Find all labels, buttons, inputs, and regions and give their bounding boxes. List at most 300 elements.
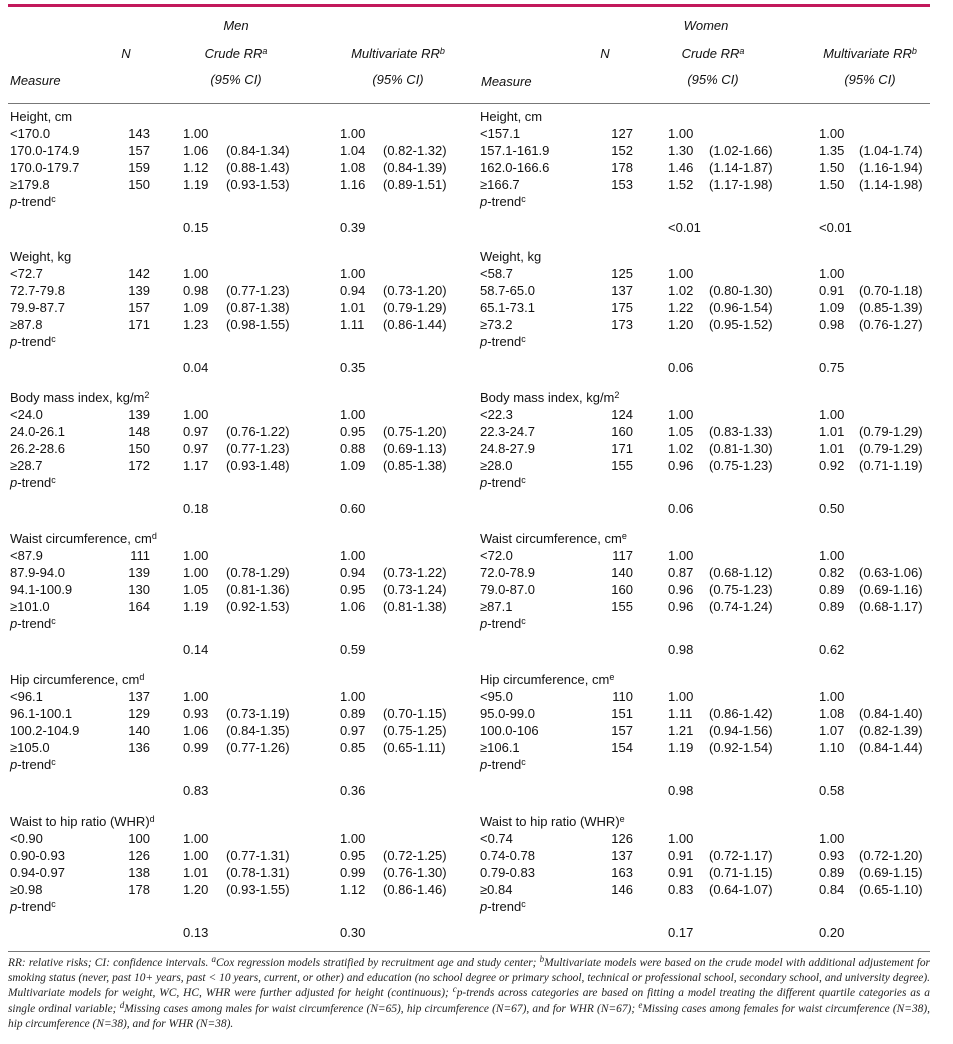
p-trend-p: p	[10, 334, 18, 349]
w-cat-cell: <95.0	[480, 689, 513, 704]
men-measure-title-text: Body mass index, kg/m	[10, 390, 145, 405]
w-mrr-cell: 0.98	[819, 317, 845, 332]
p-trend-sup: c	[51, 898, 56, 909]
p-value-row	[8, 641, 930, 658]
m-mci-cell: (0.82-1.32)	[383, 143, 447, 158]
m-mrr-cell: 1.04	[340, 143, 366, 158]
m-cat-cell: ≥179.8	[10, 177, 50, 192]
p-trend-p: p	[10, 616, 18, 631]
men-multivariate-p-value: 0.59	[340, 642, 366, 657]
men-crude-p-value: 0.83	[183, 783, 209, 798]
m-cci-cell: (0.78-1.29)	[226, 565, 290, 580]
women-measure-title	[480, 813, 625, 830]
women-multivariate-ci-header: (95% CI)	[844, 72, 896, 87]
w-mci-cell: (0.69-1.16)	[859, 582, 923, 597]
men-n-header: N	[121, 46, 131, 61]
m-cci-cell: (0.93-1.53)	[226, 177, 290, 192]
m-crr-cell: 1.19	[183, 177, 209, 192]
women-measure-title	[480, 108, 542, 125]
men-measure-title-text: Weight, kg	[10, 249, 72, 264]
w-n-cell: 124	[611, 407, 633, 422]
w-n-cell: 154	[611, 740, 633, 755]
m-mrr-cell: 1.00	[340, 407, 366, 422]
women-p-trend-label	[480, 756, 526, 773]
w-crr-cell: 1.21	[668, 723, 694, 738]
women-measure-title-sup: e	[609, 671, 615, 682]
m-cci-cell: (0.84-1.34)	[226, 143, 290, 158]
w-crr-cell: 0.96	[668, 458, 694, 473]
p-trend-p: p	[10, 194, 18, 209]
w-cat-cell: 0.74-0.78	[480, 848, 535, 863]
w-crr-cell: 0.87	[668, 565, 694, 580]
table-row	[8, 265, 930, 282]
p-trend-p: p	[10, 899, 18, 914]
women-measure-title	[480, 671, 614, 688]
m-mrr-cell: 0.94	[340, 565, 366, 580]
m-cci-cell: (0.81-1.36)	[226, 582, 290, 597]
table-row	[8, 830, 930, 847]
women-crude-ci-header: (95% CI)	[687, 72, 739, 87]
w-mci-cell: (0.79-1.29)	[859, 424, 923, 439]
w-crr-cell: 1.46	[668, 160, 694, 175]
w-mrr-cell: 0.84	[819, 882, 845, 897]
w-cci-cell: (0.92-1.54)	[709, 740, 773, 755]
m-mrr-cell: 1.12	[340, 882, 366, 897]
w-cat-cell: ≥0.84	[480, 882, 513, 897]
women-measure-title-text: Waist to hip ratio (WHR)	[480, 814, 620, 829]
p-trend-row	[8, 193, 930, 210]
m-mci-cell: (0.72-1.25)	[383, 848, 447, 863]
table-row	[8, 299, 930, 316]
w-cat-cell: 58.7-65.0	[480, 283, 535, 298]
w-cat-cell: 95.0-99.0	[480, 706, 535, 721]
m-n-cell: 139	[128, 283, 150, 298]
m-cci-cell: (0.78-1.31)	[226, 865, 290, 880]
w-n-cell: 110	[612, 689, 633, 704]
men-multivariate-p-value: 0.36	[340, 783, 366, 798]
m-mrr-cell: 0.97	[340, 723, 366, 738]
m-cci-cell: (0.98-1.55)	[226, 317, 290, 332]
m-mci-cell: (0.84-1.39)	[383, 160, 447, 175]
women-measure-title	[480, 530, 627, 547]
p-trend-row	[8, 474, 930, 491]
w-cci-cell: (0.80-1.30)	[709, 283, 773, 298]
p-trend-p: p	[480, 899, 488, 914]
men-crude-p-value: 0.04	[183, 360, 209, 375]
table-row	[8, 688, 930, 705]
m-n-cell: 142	[128, 266, 150, 281]
m-mci-cell: (0.75-1.25)	[383, 723, 447, 738]
women-n-header: N	[600, 46, 610, 61]
w-cci-cell: (0.96-1.54)	[709, 300, 773, 315]
w-mci-cell: (0.84-1.40)	[859, 706, 923, 721]
table-row	[8, 142, 930, 159]
m-mci-cell: (0.85-1.38)	[383, 458, 447, 473]
m-n-cell: 137	[128, 689, 150, 704]
w-crr-cell: 1.52	[668, 177, 694, 192]
p-trend-row	[8, 333, 930, 350]
w-cat-cell: <58.7	[480, 266, 513, 281]
measure-block	[8, 108, 930, 248]
w-mrr-cell: 1.09	[819, 300, 845, 315]
men-crude-ci-header: (95% CI)	[210, 72, 262, 87]
m-mrr-cell: 1.01	[340, 300, 366, 315]
w-crr-cell: 1.00	[668, 266, 694, 281]
women-measure-title-sup: e	[621, 530, 627, 541]
m-cat-cell: ≥0.98	[10, 882, 43, 897]
m-crr-cell: 1.06	[183, 723, 209, 738]
w-mci-cell: (0.85-1.39)	[859, 300, 923, 315]
m-mrr-cell: 1.08	[340, 160, 366, 175]
table-row	[8, 705, 930, 722]
w-cat-cell: <0.74	[480, 831, 513, 846]
table-row	[8, 125, 930, 142]
m-cci-cell: (0.77-1.31)	[226, 848, 290, 863]
men-p-trend-label	[10, 333, 56, 350]
w-mrr-cell: 0.93	[819, 848, 845, 863]
w-cat-cell: ≥28.0	[480, 458, 513, 473]
table-row	[8, 722, 930, 739]
w-mci-cell: (1.04-1.74)	[859, 143, 923, 158]
table-row	[8, 176, 930, 193]
w-mrr-cell: 1.00	[819, 126, 845, 141]
w-crr-cell: 0.91	[668, 848, 694, 863]
w-mrr-cell: 1.00	[819, 831, 845, 846]
w-cci-cell: (0.81-1.30)	[709, 441, 773, 456]
m-n-cell: 140	[128, 723, 150, 738]
w-n-cell: 160	[611, 424, 633, 439]
m-n-cell: 139	[128, 407, 150, 422]
men-p-trend-label	[10, 756, 56, 773]
m-n-cell: 148	[128, 424, 150, 439]
p-trend-sup: c	[521, 193, 526, 204]
w-n-cell: 173	[611, 317, 633, 332]
p-trend-p: p	[10, 757, 18, 772]
measure-block	[8, 389, 930, 529]
men-crude-p-value: 0.15	[183, 220, 209, 235]
m-mrr-cell: 0.88	[340, 441, 366, 456]
w-crr-cell: 1.22	[668, 300, 694, 315]
m-crr-cell: 0.93	[183, 706, 209, 721]
m-crr-cell: 1.23	[183, 317, 209, 332]
m-mrr-cell: 0.85	[340, 740, 366, 755]
m-mci-cell: (0.86-1.44)	[383, 317, 447, 332]
p-trend-sup: c	[521, 615, 526, 626]
table-row	[8, 547, 930, 564]
p-trend-text: -trend	[487, 757, 522, 772]
women-multivariate-p-value: <0.01	[819, 220, 852, 235]
w-crr-cell: 1.00	[668, 689, 694, 704]
women-measure-title	[480, 248, 541, 265]
p-trend-row	[8, 615, 930, 632]
table-row	[8, 440, 930, 457]
m-cci-cell: (0.77-1.26)	[226, 740, 290, 755]
m-crr-cell: 1.00	[183, 126, 209, 141]
w-mci-cell: (0.65-1.10)	[859, 882, 923, 897]
women-crude-p-value: 0.06	[668, 360, 694, 375]
w-cat-cell: <72.0	[480, 548, 513, 563]
men-multivariate-p-value: 0.35	[340, 360, 366, 375]
w-cat-cell: ≥87.1	[480, 599, 513, 614]
p-value-row	[8, 782, 930, 799]
w-mci-cell: (1.16-1.94)	[859, 160, 923, 175]
w-cat-cell: 65.1-73.1	[480, 300, 535, 315]
w-mrr-cell: 1.08	[819, 706, 845, 721]
m-cat-cell: <87.9	[10, 548, 43, 563]
women-multivariate-p-value: 0.62	[819, 642, 845, 657]
men-measure-title	[10, 389, 149, 406]
p-trend-sup: c	[521, 898, 526, 909]
m-cci-cell: (0.92-1.53)	[226, 599, 290, 614]
men-measure-title-text: Height, cm	[10, 109, 73, 124]
w-mrr-cell: 0.82	[819, 565, 845, 580]
measure-block	[8, 530, 930, 670]
m-cat-cell: 0.94-0.97	[10, 865, 65, 880]
w-cat-cell: ≥73.2	[480, 317, 513, 332]
table-row	[8, 282, 930, 299]
m-cat-cell: 26.2-28.6	[10, 441, 65, 456]
men-p-trend-label	[10, 474, 56, 491]
w-mrr-cell: 1.50	[819, 160, 845, 175]
w-cci-cell: (0.64-1.07)	[709, 882, 773, 897]
m-mrr-cell: 1.09	[340, 458, 366, 473]
measure-title-row	[8, 108, 930, 125]
m-mci-cell: (0.86-1.46)	[383, 882, 447, 897]
m-n-cell: 150	[128, 441, 150, 456]
m-mci-cell: (0.79-1.29)	[383, 300, 447, 315]
men-measure-title-sup: 2	[144, 389, 150, 400]
w-cci-cell: (0.86-1.42)	[709, 706, 773, 721]
w-crr-cell: 1.02	[668, 283, 694, 298]
p-trend-p: p	[480, 475, 488, 490]
p-trend-text: -trend	[17, 757, 52, 772]
men-multivariate-p-value: 0.39	[340, 220, 366, 235]
m-n-cell: 139	[128, 565, 150, 580]
m-cci-cell: (0.87-1.38)	[226, 300, 290, 315]
p-value-row	[8, 924, 930, 941]
w-mci-cell: (0.79-1.29)	[859, 441, 923, 456]
measure-block	[8, 813, 930, 953]
women-measure-title	[480, 389, 619, 406]
w-crr-cell: 1.00	[668, 548, 694, 563]
w-mrr-cell: 0.92	[819, 458, 845, 473]
men-multivariate-header: Multivariate $RR^b$	[351, 45, 445, 61]
women-group-header: Women	[683, 18, 729, 33]
m-mrr-cell: 1.16	[340, 177, 366, 192]
p-trend-text: -trend	[17, 334, 52, 349]
w-mci-cell: (0.71-1.19)	[859, 458, 923, 473]
p-trend-text: -trend	[17, 194, 52, 209]
m-cat-cell: 79.9-87.7	[10, 300, 65, 315]
m-cat-cell: <72.7	[10, 266, 43, 281]
m-n-cell: 150	[128, 177, 150, 192]
men-measure-title-text: Hip circumference, cm	[10, 672, 140, 687]
measure-title-row	[8, 813, 930, 830]
m-mrr-cell: 0.95	[340, 848, 366, 863]
w-n-cell: 163	[611, 865, 633, 880]
w-cat-cell: 24.8-27.9	[480, 441, 535, 456]
women-multivariate-header: Multivariate $RR^b$	[823, 45, 917, 61]
p-trend-text: -trend	[17, 899, 52, 914]
women-multivariate-p-value: 0.58	[819, 783, 845, 798]
table-row	[8, 739, 930, 756]
women-crude-header: Crude $RR^a$	[681, 45, 745, 61]
m-crr-cell: 0.98	[183, 283, 209, 298]
w-n-cell: 151	[611, 706, 633, 721]
m-mci-cell: (0.73-1.24)	[383, 582, 447, 597]
m-crr-cell: 1.00	[183, 689, 209, 704]
w-crr-cell: 1.30	[668, 143, 694, 158]
w-mrr-cell: 1.00	[819, 548, 845, 563]
women-measure-title-sup: 2	[614, 389, 620, 400]
p-trend-sup: c	[521, 333, 526, 344]
women-p-trend-label	[480, 898, 526, 915]
w-cat-cell: 72.0-78.9	[480, 565, 535, 580]
w-n-cell: 152	[611, 143, 633, 158]
w-crr-cell: 0.96	[668, 599, 694, 614]
table-header	[8, 7, 930, 103]
m-crr-cell: 1.01	[183, 865, 209, 880]
women-crude-p-value: 0.98	[668, 642, 694, 657]
table-row	[8, 316, 930, 333]
w-mrr-cell: 1.07	[819, 723, 845, 738]
p-trend-sup: c	[51, 474, 56, 485]
m-cat-cell: 0.90-0.93	[10, 848, 65, 863]
m-crr-cell: 1.05	[183, 582, 209, 597]
men-crude-p-value: 0.14	[183, 642, 209, 657]
w-mrr-cell: 1.50	[819, 177, 845, 192]
m-mci-cell: (0.70-1.15)	[383, 706, 447, 721]
w-cci-cell: (0.95-1.52)	[709, 317, 773, 332]
w-crr-cell: 1.20	[668, 317, 694, 332]
w-n-cell: 171	[611, 441, 633, 456]
men-multivariate-p-value: 0.60	[340, 501, 366, 516]
m-cat-cell: 100.2-104.9	[10, 723, 80, 738]
men-crude-p-value: 0.18	[183, 501, 209, 516]
m-cat-cell: 24.0-26.1	[10, 424, 65, 439]
women-measure-title-text: Weight, kg	[480, 249, 542, 264]
w-cci-cell: (0.75-1.23)	[709, 458, 773, 473]
w-cci-cell: (1.17-1.98)	[709, 177, 773, 192]
men-measure-title	[10, 108, 72, 125]
m-cci-cell: (0.73-1.19)	[226, 706, 290, 721]
p-trend-sup: c	[51, 756, 56, 767]
w-n-cell: 146	[611, 882, 633, 897]
m-n-cell: 130	[128, 582, 150, 597]
w-mrr-cell: 1.00	[819, 407, 845, 422]
m-mrr-cell: 0.94	[340, 283, 366, 298]
men-p-trend-label	[10, 615, 56, 632]
table-footnote: RR: relative risks; CI: confidence intervals. $^a$Cox regression models stratified by recruitment age and study center; $^b$Multivariate models were based on the crude model with additional adjustement for smoking status (never, past 10+ years, past < 10 years, current, or other) and education (no school degree or primary school, technical or professional school, secondary school, and university degree). Multivariate models for weight, WC, HC, WHR were further adjusted for height (continuous); $^c$p-trends across categories are based on fitting a model treating the different quartile categories as a single ordinal variable; $^d$Missing cases among males for waist circumference (N=65), hip circumference (N=67), and for WHR (N=67); $^e$Missing cases among females for waist circumference (N=38), hip circumference (N=38), and for WHR (N=38).	[8, 953, 931, 1030]
m-crr-cell: 1.19	[183, 599, 209, 614]
m-n-cell: 126	[128, 848, 150, 863]
men-measure-title	[10, 813, 155, 830]
w-mci-cell: (0.69-1.15)	[859, 865, 923, 880]
w-crr-cell: 1.00	[668, 126, 694, 141]
w-n-cell: 127	[611, 126, 633, 141]
m-crr-cell: 1.06	[183, 143, 209, 158]
table-row	[8, 881, 930, 898]
men-measure-title	[10, 530, 157, 547]
w-cci-cell: (0.94-1.56)	[709, 723, 773, 738]
w-cat-cell: ≥106.1	[480, 740, 520, 755]
table-row	[8, 581, 930, 598]
men-measure-title-sup: d	[139, 671, 145, 682]
men-measure-title-text: Waist circumference, cm	[10, 531, 152, 546]
m-cat-cell: ≥105.0	[10, 740, 50, 755]
p-trend-text: -trend	[487, 194, 522, 209]
men-measure-title-sup: d	[149, 813, 155, 824]
m-mrr-cell: 1.11	[340, 317, 365, 332]
w-cci-cell: (1.02-1.66)	[709, 143, 773, 158]
m-crr-cell: 1.12	[183, 160, 209, 175]
men-measure-title	[10, 671, 144, 688]
m-n-cell: 164	[128, 599, 150, 614]
w-cci-cell: (0.71-1.15)	[709, 865, 773, 880]
men-measure-title-text: Waist to hip ratio (WHR)	[10, 814, 150, 829]
w-mrr-cell: 0.89	[819, 865, 845, 880]
m-n-cell: 143	[128, 126, 150, 141]
m-mci-cell: (0.65-1.11)	[383, 740, 446, 755]
p-trend-p: p	[480, 616, 488, 631]
m-crr-cell: 1.00	[183, 266, 209, 281]
w-cat-cell: 22.3-24.7	[480, 424, 535, 439]
women-measure-title-text: Hip circumference, cm	[480, 672, 610, 687]
women-p-trend-label	[480, 474, 526, 491]
m-cat-cell: 170.0-174.9	[10, 143, 80, 158]
women-multivariate-p-value: 0.75	[819, 360, 845, 375]
measure-title-row	[8, 248, 930, 265]
m-cat-cell: <170.0	[10, 126, 51, 141]
w-n-cell: 155	[611, 599, 633, 614]
m-n-cell: 171	[128, 317, 150, 332]
women-p-trend-label	[480, 193, 526, 210]
m-crr-cell: 0.97	[183, 424, 209, 439]
table-row	[8, 423, 930, 440]
women-crude-p-value: 0.06	[668, 501, 694, 516]
w-mci-cell: (0.70-1.18)	[859, 283, 923, 298]
p-trend-p: p	[480, 757, 488, 772]
w-cat-cell: <157.1	[480, 126, 521, 141]
m-mrr-cell: 1.06	[340, 599, 366, 614]
w-n-cell: 160	[611, 582, 633, 597]
men-multivariate-ci-header: (95% CI)	[372, 72, 424, 87]
m-crr-cell: 1.00	[183, 407, 209, 422]
p-trend-p: p	[10, 475, 18, 490]
w-cci-cell: (1.14-1.87)	[709, 160, 773, 175]
men-measure-header: Measure	[10, 73, 61, 88]
m-cci-cell: (0.84-1.35)	[226, 723, 290, 738]
m-cat-cell: <24.0	[10, 407, 43, 422]
p-trend-row	[8, 756, 930, 773]
w-crr-cell: 1.05	[668, 424, 694, 439]
m-n-cell: 159	[128, 160, 150, 175]
men-group-header: Men	[223, 18, 249, 33]
w-cat-cell: <22.3	[480, 407, 513, 422]
table-row	[8, 406, 930, 423]
m-n-cell: 178	[128, 882, 150, 897]
w-crr-cell: 1.11	[668, 706, 693, 721]
p-trend-sup: c	[521, 756, 526, 767]
w-mci-cell: (0.84-1.44)	[859, 740, 923, 755]
m-cat-cell: 96.1-100.1	[10, 706, 73, 721]
w-crr-cell: 0.83	[668, 882, 694, 897]
w-cat-cell: 162.0-166.6	[480, 160, 550, 175]
m-crr-cell: 1.00	[183, 565, 209, 580]
m-crr-cell: 1.20	[183, 882, 209, 897]
m-cci-cell: (0.88-1.43)	[226, 160, 290, 175]
table-row	[8, 564, 930, 581]
